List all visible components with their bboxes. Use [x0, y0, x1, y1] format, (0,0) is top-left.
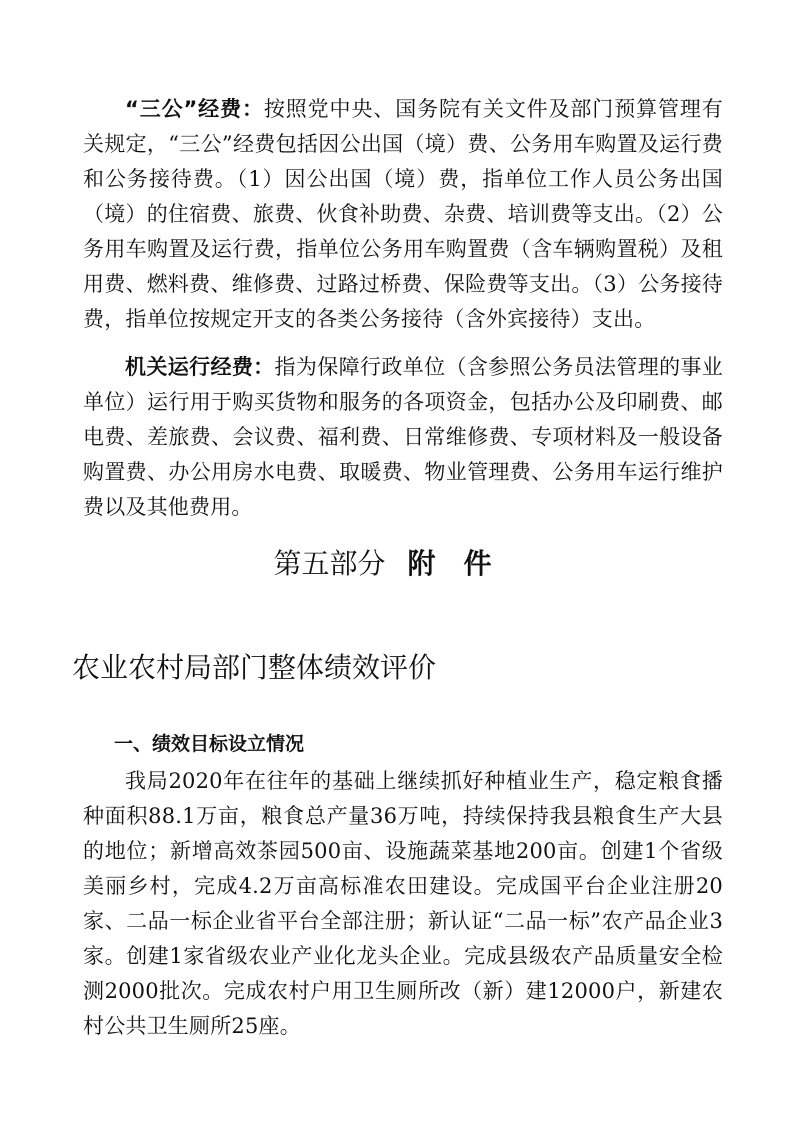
- definition-text: 按照党中央、国务院有关文件及部门预算管理有关规定，“三公”经费包括因公出国（境）费、公务用车购置及运行费和公务接待费。（1）因公出国（境）费，指单位工作人员公务出国（境）的住宿费、旅费、伙食补助费、杂费、培训费等支出。（2）公务用车购置及运行费，指单位公务用车购置费（含车辆购置税）及租用费、燃料费、维修费、过路过桥费、保险费等支出。（3）公务接待费，指单位按规定开支的各类公务接待（含外宾接待）支出。: [83, 97, 723, 331]
- section-body: 我局2020年在往年的基础上继续抓好种植业生产，稳定粮食播种面积88.1万亩，粮食总产量36万吨，持续保持我县粮食生产大县的地位；新增高效茶园500亩、设施蔬菜基地200亩。创建1个省级美丽乡村，完成4.2万亩高标准农田建设。完成国平台企业注册20家、二品一标企业省平台全部注册；新认证“二品一标”农产品企业3家。创建1家省级农业产业化龙头企业。完成县级农产品质量安全检测2000批次。完成农村户用卫生厕所改（新）建12000户，新建农村公共卫生厕所25座。: [83, 769, 723, 1038]
- part-title: [0, 544, 793, 584]
- section-heading: 一、绩效目标设立情况: [114, 733, 305, 755]
- part-title-prefix: 第五部分: [273, 547, 386, 580]
- report-title: 农业农村局部门整体绩效评价: [72, 651, 437, 684]
- definition-term: “三公”经费：: [125, 97, 264, 121]
- definition-text: 指为保障行政单位（含参照公务员法管理的事业单位）运行用于购买货物和服务的各项资金，包括办公及印刷费、邮电费、差旅费、会议费、福利费、日常维修费、专项材料及一般设备购置费、办公用房水电费、取暖费、物业管理费、公务用车运行维护费以及其他费用。: [83, 355, 723, 519]
- definition-term: 机关运行经费：: [125, 355, 275, 379]
- definition-agency-operating-expenses: [83, 350, 723, 525]
- part-title-word: 附件: [407, 547, 520, 580]
- definition-three-public-expenses: [83, 92, 723, 337]
